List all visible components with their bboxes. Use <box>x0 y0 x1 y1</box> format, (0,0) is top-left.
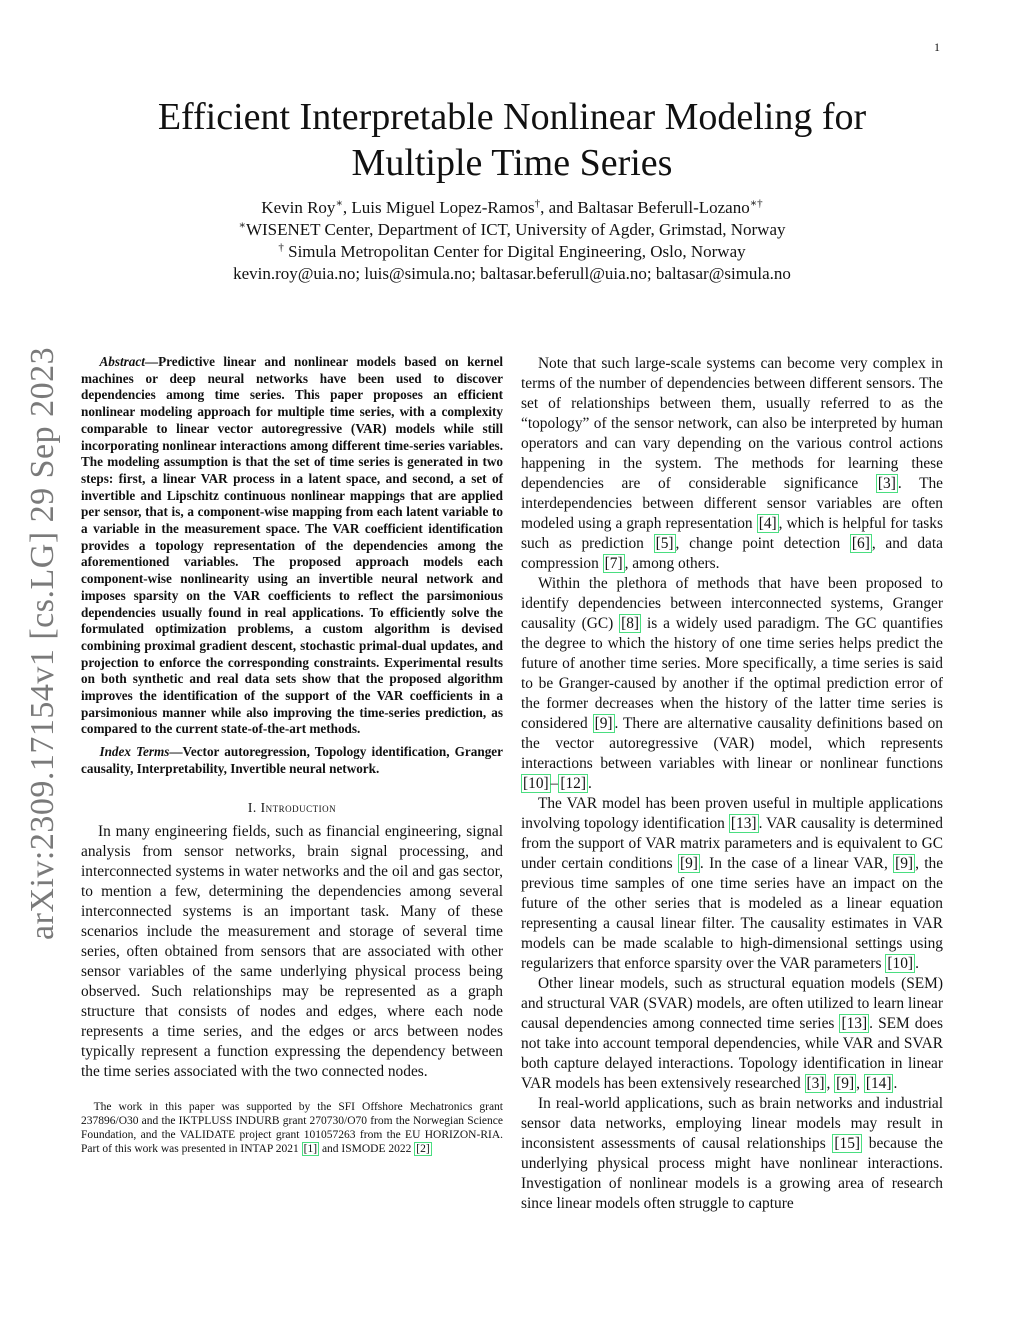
citation-link[interactable]: [4] <box>758 515 777 532</box>
author-3: , and Baltasar Beferull-Lozano <box>540 198 750 217</box>
paragraph-text: . VAR causality is determined from the support of VAR matrix parameters and is equivalent to GC under certain conditions <box>521 815 943 872</box>
footnote-text: The work in this paper was supported by the SFI Offshore Mechatronics grant 237896/O30 and the IKTPLUSS INDURB grant 270730/O70 from the Norwegian Science Foundation, and the VALIDATE project grant 101057263 from the EU HORIZON-RIA. Part of this work was presented in INTAP 2021 <box>81 1100 503 1156</box>
affiliation-2-mark: † <box>278 241 284 254</box>
title-line-1: Efficient Interpretable Nonlinear Modeling for <box>157 96 867 138</box>
author-list <box>100 197 924 219</box>
body-paragraph <box>521 354 943 574</box>
footnote-text: and ISMODE 2022 <box>319 1143 415 1156</box>
citation-link[interactable]: [13] <box>730 815 757 832</box>
citation-link[interactable]: [1] <box>303 1143 318 1156</box>
funding-footnote <box>81 1100 503 1157</box>
abstract-label: Abstract <box>99 354 145 369</box>
paragraph-text: . <box>893 1075 898 1092</box>
paragraph-text: . <box>588 775 592 792</box>
index-terms-label: Index Terms <box>99 744 170 760</box>
citation-link[interactable]: [5] <box>655 535 674 552</box>
section-heading-introduction <box>81 800 503 816</box>
citation-link[interactable]: [3] <box>877 475 896 492</box>
intro-paragraph-1: In many engineering fields, such as financial engineering, signal analysis from sensor networks, brain signal processing, and interconnected systems in water networks and the oil and gas sector, to mention a few, determining the dependencies among several interconnected systems is an important task. Many of these scenarios include the measurement and storage of several time series, often obtained from sensors that are associated with other sensor variables of the same underlying physical process being observed. Such relationships may be represented as a graph structure that consists of nodes and edges, where each node represents a time series, and the edges or arcs between nodes typically represent a function expressing the dependency between the time series associated with the two connected nodes. <box>81 822 503 1080</box>
affiliation-2-text: Simula Metropolitan Center for Digital Engineering, Oslo, Norway <box>283 242 746 261</box>
author-2-mark: † <box>534 197 541 210</box>
left-column <box>81 354 503 1157</box>
citation-link[interactable]: [2] <box>416 1143 430 1156</box>
paragraph-text: In real-world applications, such as brain networks and industrial sensor data networks, employing linear models may result in inconsistent assessments of causal relationships <box>521 1095 943 1152</box>
index-terms <box>81 744 503 777</box>
author-1-mark: ∗ <box>335 197 343 210</box>
citation-link[interactable]: [9] <box>895 855 914 872</box>
paper-title <box>100 94 924 186</box>
affiliation-1-text: WISENET Center, Department of ICT, University of Agder, Grimstad, Norway <box>245 220 786 239</box>
paragraph-text: , <box>826 1075 835 1092</box>
author-1: Kevin Roy <box>261 198 336 217</box>
paragraph-text: , the previous time samples of one time series have an impact on the future of the other series that is modeled as a linear equation representing a causal linear filter. The causality estimates in VAR models can be made scalable to high-dimensional settings using regularizers that enforce sparsity over the VAR parameters <box>521 855 944 972</box>
paragraph-text: . In the case of a linear VAR, <box>699 855 894 872</box>
body-paragraph <box>521 1094 943 1214</box>
paragraph-text: , and data compression <box>521 535 943 572</box>
citation-link[interactable]: [14] <box>865 1075 892 1092</box>
citation-link[interactable]: [12] <box>560 775 587 792</box>
paragraph-text: The VAR model has been proven useful in multiple applications involving topology identification <box>521 795 943 832</box>
citation-link[interactable]: [6] <box>851 535 870 552</box>
section-numeral: I. <box>247 799 261 815</box>
citation-link[interactable]: [15] <box>834 1135 861 1152</box>
index-terms-text: —Vector autoregression, Topology identification, Granger causality, Interpretability, Invertible neural network. <box>81 744 503 776</box>
paragraph-text: is a widely used paradigm. The GC quantifies the degree to which the history of one time series helps predict the future of another time series. More specifically, a time series is said to be Granger-caused by another if the optimal prediction error of the former decreases when the history of the latter time series is considered <box>521 615 944 732</box>
title-line-2: Multiple Time Series <box>351 142 673 184</box>
citation-link[interactable]: [9] <box>679 855 698 872</box>
paragraph-text: Within the plethora of methods that have been proposed to identify dependencies between interconnected systems, Granger causality (GC) <box>521 575 943 632</box>
author-block <box>100 197 924 285</box>
citation-link[interactable]: [13] <box>841 1015 868 1032</box>
right-column <box>521 354 943 1214</box>
author-emails: kevin.roy@uia.no; luis@simula.no; baltasar.beferull@uia.no; baltasar@simula.no <box>233 264 791 283</box>
affiliation-1 <box>100 219 924 241</box>
body-paragraph <box>521 974 943 1094</box>
citation-link[interactable]: [10] <box>523 775 549 792</box>
citation-link[interactable]: [9] <box>836 1075 855 1092</box>
page-number: 1 <box>934 40 940 54</box>
body-paragraph <box>521 794 943 974</box>
paragraph-text: , which is helpful for tasks such as prediction <box>521 515 943 552</box>
paragraph-text: Note that such large-scale systems can become very complex in terms of the number of dependencies between different sensors. The set of relationships between them, usually referred to as the “topology” of the sensor network, can also be interpreted by human operators and can vary depending on the various control actions happening in the system. The methods for learning these dependencies are of considerable significance <box>521 355 943 492</box>
citation-link[interactable]: [9] <box>594 715 613 732</box>
citation-link[interactable]: [8] <box>621 615 640 632</box>
paragraph-text: . SEM does not take into account temporal dependencies, while VAR and SVAR both capture delayed interactions. Topology identification in linear VAR models has been extensively researched <box>521 1015 943 1092</box>
citation-link[interactable]: [10] <box>887 955 914 972</box>
paragraph-text: because the underlying physical process might have nonlinear interactions. Investigation of nonlinear models is a growing area of research since linear models often struggle to capture <box>521 1135 943 1212</box>
affiliation-1-mark: ∗ <box>238 219 246 232</box>
paragraph-text: Other linear models, such as structural equation models (SEM) and structural VAR (SVAR) models, are often utilized to learn linear causal dependencies among connected time series <box>521 975 943 1032</box>
author-2: , Luis Miguel Lopez-Ramos <box>342 198 535 217</box>
body-paragraph <box>521 574 943 794</box>
arxiv-identifier-stamp: arXiv:2309.17154v1 [cs.LG] 29 Sep 2023 <box>24 346 61 940</box>
citation-link[interactable]: [7] <box>604 555 623 572</box>
paragraph-text: . There are alternative causality definitions based on the vector autoregressive (VAR) model, which represents interactions between variables with linear or nonlinear functions <box>521 715 943 772</box>
affiliation-2 <box>100 241 924 263</box>
abstract-text: —Predictive linear and nonlinear models based on kernel machines or deep neural networks have been used to discover dependencies among time series. This paper proposes an efficient nonlinear modeling approach for multiple time series, with a complexity comparable to linear vector autoregressive (VAR) models while still incorporating nonlinear interactions among different time-series variables. The modeling assumption is that the set of time series is generated in two steps: first, a linear VAR process in a latent space, and second, a set of invertible and Lipschitz continuous nonlinear mappings that are applied per sensor, that is, a component-wise mapping from each latent variable to a variable in the measurement space. The VAR coefficient identification provides a topology representation of the dependencies among the aforementioned variables. The proposed approach models each component-wise nonlinearity using an invertible neural network and imposes sparsity on the VAR coefficients to reflect the parsimonious dependencies usually found in real applications. To efficiently solve the formulated optimization problems, a custom algorithm is devised combining proximal gradient descent, stochastic primal-dual updates, and projection to enforce the corresponding constraints. Experimental results on both synthetic and real data sets show that the proposed algorithm improves the identification of the support of the VAR coefficients in a parsimonious manner while also improving the time-series prediction, as compared to the current state-of-the-art methods. <box>81 354 503 737</box>
citation-link[interactable]: [3] <box>806 1075 825 1092</box>
abstract <box>81 354 503 738</box>
author-3-mark: ∗† <box>749 197 763 210</box>
paragraph-text: . The interdependencies between different sensor variables are often modeled using a graph representation <box>521 475 943 532</box>
section-title: Introduction <box>260 799 337 815</box>
paragraph-text: , <box>856 1075 864 1092</box>
paragraph-text: – <box>550 775 559 792</box>
paragraph-text: , change point detection <box>675 535 850 552</box>
paragraph-text: , among others. <box>624 555 720 572</box>
paragraph-text: . <box>915 955 919 972</box>
